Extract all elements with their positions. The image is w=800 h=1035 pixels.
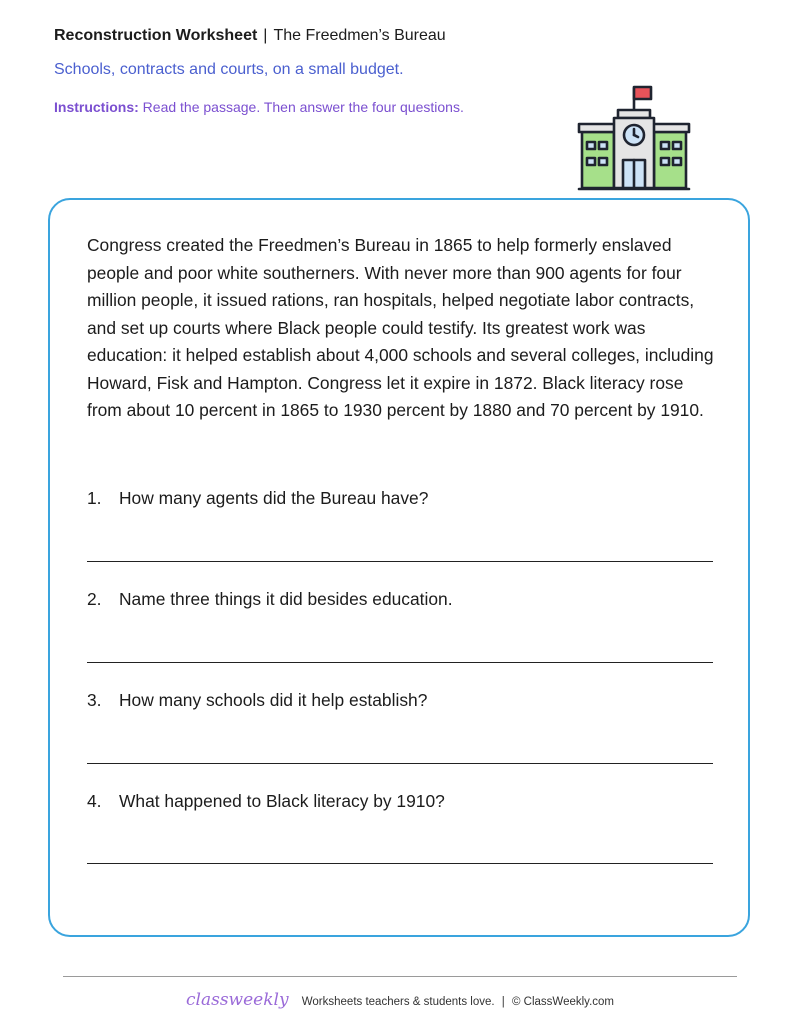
question-text: How many agents did the Bureau have? bbox=[119, 488, 429, 508]
worksheet-title: Reconstruction Worksheet bbox=[54, 27, 258, 44]
question-text: Name three things it did besides education. bbox=[119, 589, 453, 609]
answer-line-1[interactable] bbox=[87, 561, 713, 562]
worksheet-subtitle: Schools, contracts and courts, on a small budget. bbox=[54, 61, 404, 78]
question-number: 3. bbox=[87, 690, 102, 710]
question-number: 2. bbox=[87, 589, 102, 609]
question-text: How many schools did it help establish? bbox=[119, 690, 428, 710]
question-number: 1. bbox=[87, 488, 102, 508]
instructions-text: Read the passage. Then answer the four questions. bbox=[142, 99, 464, 115]
reading-passage: Congress created the Freedmen’s Bureau in 1865 to help formerly enslaved people and poor white southerners. With never more than 900 agents for four million people, it issued rations, ran hospitals, helped negotiate labor contracts, and set up courts where Black people could testify. Its greatest work was education: it helped establish about 4,000 schools and several colleges, including Howard, Fisk and Hampton. Congress let it expire in 1872. Black literacy rose from about 10 percent in 1865 to 1930 percent by 1880 and 70 percent by 1910. bbox=[87, 235, 714, 420]
footer-copyright: © ClassWeekly.com bbox=[512, 996, 614, 1008]
answer-line-4[interactable] bbox=[87, 863, 713, 864]
worksheet-header bbox=[54, 27, 446, 45]
instructions-label: Instructions: bbox=[54, 99, 139, 115]
header-separator: | bbox=[263, 27, 268, 44]
question-1 bbox=[87, 488, 428, 509]
school-building-icon bbox=[576, 84, 692, 194]
footer-separator: | bbox=[501, 996, 505, 1008]
footer-tagline: Worksheets teachers & students love. bbox=[301, 996, 495, 1008]
instructions bbox=[54, 99, 464, 115]
answer-line-3[interactable] bbox=[87, 763, 713, 764]
question-2 bbox=[87, 589, 453, 610]
footer bbox=[0, 990, 800, 1010]
brand-logo: classweekly bbox=[186, 990, 289, 1010]
worksheet-topic: The Freedmen’s Bureau bbox=[273, 27, 446, 44]
footer-divider bbox=[63, 976, 737, 977]
answer-line-2[interactable] bbox=[87, 662, 713, 663]
question-3 bbox=[87, 690, 427, 711]
question-number: 4. bbox=[87, 791, 102, 811]
right-roof bbox=[651, 124, 689, 132]
left-roof bbox=[579, 124, 617, 132]
question-4 bbox=[87, 791, 445, 812]
question-text: What happened to Black literacy by 1910? bbox=[119, 791, 445, 811]
flag bbox=[634, 87, 651, 99]
